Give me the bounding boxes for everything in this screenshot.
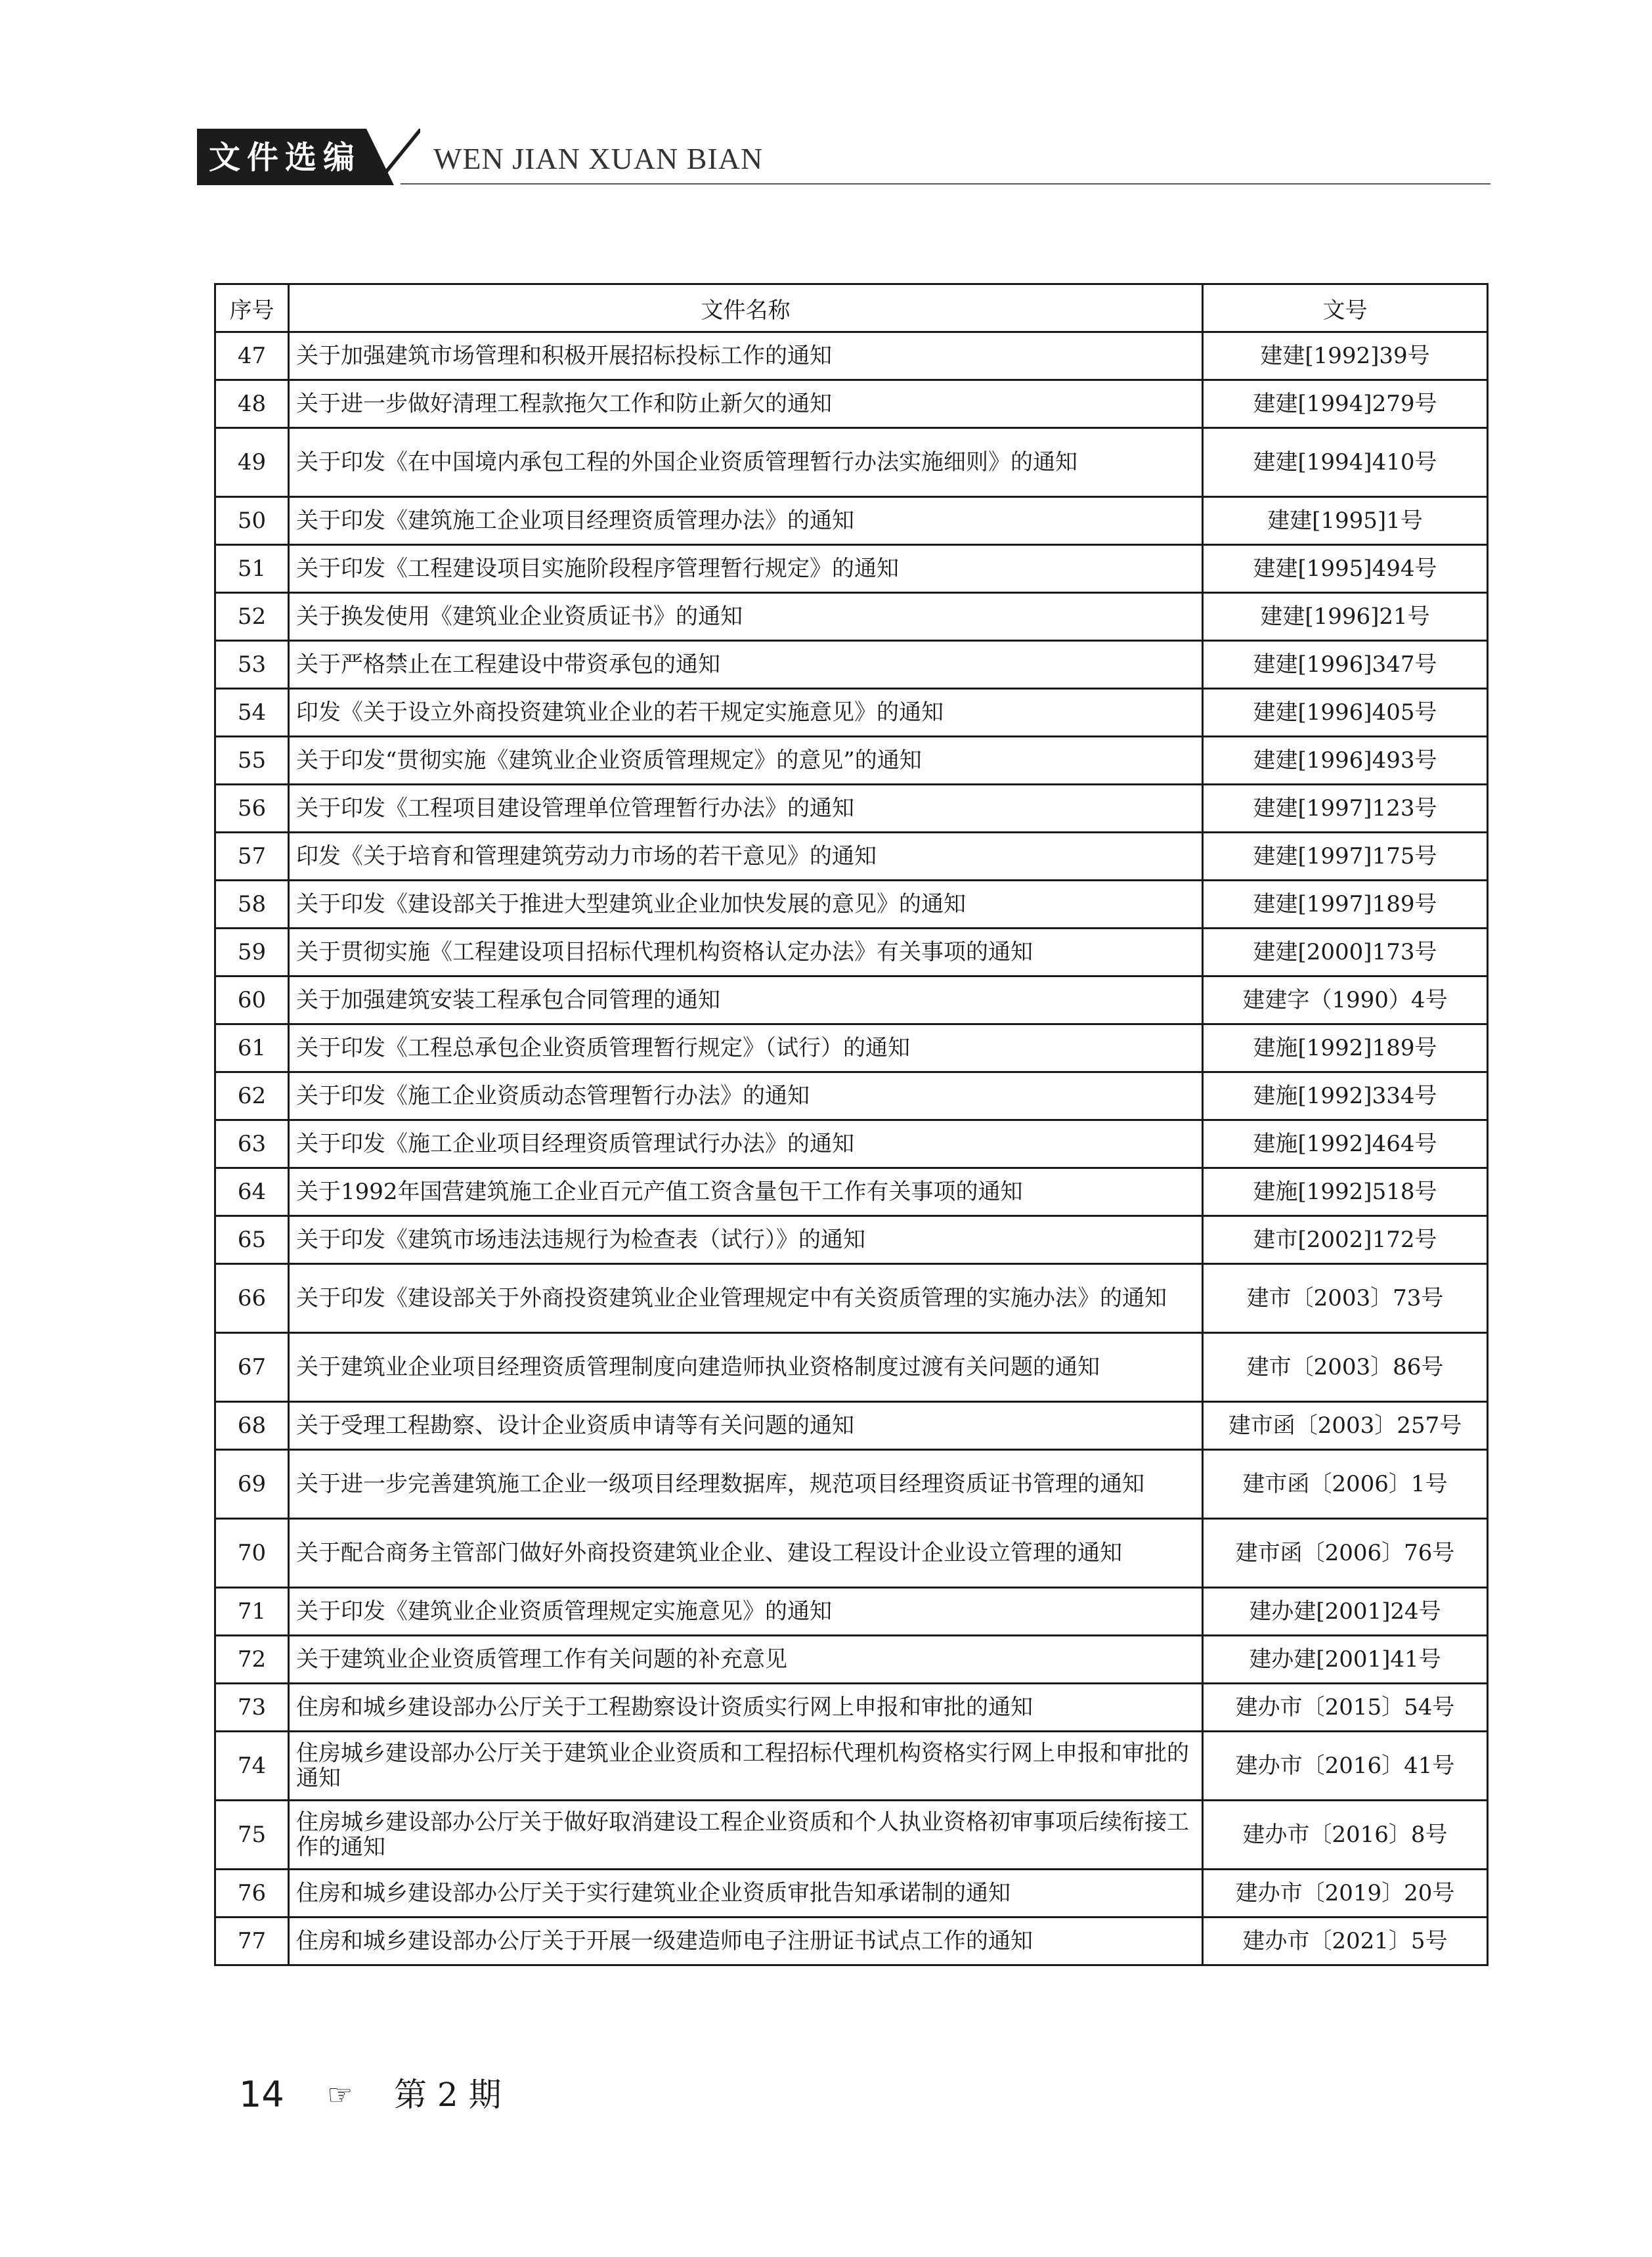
section-title: 文件选编 bbox=[209, 139, 362, 176]
row-number: 61 bbox=[215, 1024, 289, 1072]
row-title: 关于印发《建筑业企业资质管理规定实施意见》的通知 bbox=[289, 1588, 1203, 1636]
row-number: 63 bbox=[215, 1120, 289, 1168]
header-number: 序号 bbox=[215, 284, 289, 332]
row-title: 关于印发《在中国境内承包工程的外国企业资质管理暂行办法实施细则》的通知 bbox=[289, 428, 1203, 497]
row-title: 住房城乡建设部办公厅关于建筑业企业资质和工程招标代理机构资格实行网上申报和审批的通知 bbox=[289, 1732, 1203, 1801]
row-title: 关于贯彻实施《工程建设项目招标代理机构资格认定办法》有关事项的通知 bbox=[289, 929, 1203, 976]
row-title: 关于印发《建设部关于推进大型建筑业企业加快发展的意见》的通知 bbox=[289, 881, 1203, 929]
table-row bbox=[215, 976, 1488, 1024]
table-row bbox=[215, 881, 1488, 929]
row-title: 关于加强建筑市场管理和积极开展招标投标工作的通知 bbox=[289, 332, 1203, 380]
row-code: 建办市〔2015〕54号 bbox=[1203, 1684, 1488, 1732]
row-title: 关于印发“贯彻实施《建筑业企业资质管理规定》的意见”的通知 bbox=[289, 737, 1203, 785]
table-row bbox=[215, 1684, 1488, 1732]
table-row bbox=[215, 641, 1488, 689]
row-code: 建建[1992]39号 bbox=[1203, 332, 1488, 380]
row-number: 69 bbox=[215, 1450, 289, 1519]
table-row bbox=[215, 1870, 1488, 1917]
row-code: 建市〔2003〕86号 bbox=[1203, 1333, 1488, 1402]
row-number: 72 bbox=[215, 1636, 289, 1684]
row-number: 65 bbox=[215, 1216, 289, 1264]
row-number: 57 bbox=[215, 833, 289, 881]
row-number: 53 bbox=[215, 641, 289, 689]
row-title: 关于印发《工程项目建设管理单位管理暂行办法》的通知 bbox=[289, 785, 1203, 833]
table-row bbox=[215, 1519, 1488, 1588]
row-code: 建办市〔2016〕8号 bbox=[1203, 1801, 1488, 1870]
section-header-edge bbox=[374, 129, 420, 185]
row-code: 建建[1994]410号 bbox=[1203, 428, 1488, 497]
row-code: 建施[1992]464号 bbox=[1203, 1120, 1488, 1168]
row-title: 关于印发《建筑市场违法违规行为检查表（试行）》的通知 bbox=[289, 1216, 1203, 1264]
row-number: 47 bbox=[215, 332, 289, 380]
pointing-hand-icon: ☞ bbox=[327, 2078, 353, 2112]
row-code: 建办市〔2016〕41号 bbox=[1203, 1732, 1488, 1801]
row-code: 建施[1992]189号 bbox=[1203, 1024, 1488, 1072]
table-header-row bbox=[215, 284, 1488, 332]
row-number: 71 bbox=[215, 1588, 289, 1636]
row-title: 关于1992年国营建筑施工企业百元产值工资含量包干工作有关事项的通知 bbox=[289, 1168, 1203, 1216]
row-code: 建建[1996]405号 bbox=[1203, 689, 1488, 737]
row-code: 建建[1997]189号 bbox=[1203, 881, 1488, 929]
row-number: 77 bbox=[215, 1917, 289, 1965]
row-title: 关于建筑业企业项目经理资质管理制度向建造师执业资格制度过渡有关问题的通知 bbox=[289, 1333, 1203, 1402]
row-number: 54 bbox=[215, 689, 289, 737]
row-code: 建建[2000]173号 bbox=[1203, 929, 1488, 976]
table-row bbox=[215, 1024, 1488, 1072]
row-number: 68 bbox=[215, 1402, 289, 1450]
table-row bbox=[215, 380, 1488, 428]
row-code: 建市[2002]172号 bbox=[1203, 1216, 1488, 1264]
document-table bbox=[214, 283, 1489, 1966]
row-number: 60 bbox=[215, 976, 289, 1024]
row-title: 印发《关于培育和管理建筑劳动力市场的若干意见》的通知 bbox=[289, 833, 1203, 881]
table-row bbox=[215, 1264, 1488, 1333]
table-row bbox=[215, 1333, 1488, 1402]
header-rule bbox=[401, 183, 1490, 185]
row-code: 建建[1997]175号 bbox=[1203, 833, 1488, 881]
row-title: 关于进一步完善建筑施工企业一级项目经理数据库，规范项目经理资质证书管理的通知 bbox=[289, 1450, 1203, 1519]
row-number: 73 bbox=[215, 1684, 289, 1732]
table-row bbox=[215, 593, 1488, 641]
row-number: 62 bbox=[215, 1072, 289, 1120]
row-title: 关于印发《施工企业项目经理资质管理试行办法》的通知 bbox=[289, 1120, 1203, 1168]
table-row bbox=[215, 1072, 1488, 1120]
row-code: 建建[1996]347号 bbox=[1203, 641, 1488, 689]
table-row bbox=[215, 428, 1488, 497]
row-code: 建建[1996]21号 bbox=[1203, 593, 1488, 641]
row-code: 建办市〔2021〕5号 bbox=[1203, 1917, 1488, 1965]
row-title: 住房和城乡建设部办公厅关于实行建筑业企业资质审批告知承诺制的通知 bbox=[289, 1870, 1203, 1917]
row-code: 建施[1992]334号 bbox=[1203, 1072, 1488, 1120]
table-row bbox=[215, 1120, 1488, 1168]
row-number: 59 bbox=[215, 929, 289, 976]
row-number: 48 bbox=[215, 380, 289, 428]
row-number: 58 bbox=[215, 881, 289, 929]
issue-label: 第 2 期 bbox=[394, 2076, 502, 2114]
row-title: 关于受理工程勘察、设计企业资质申请等有关问题的通知 bbox=[289, 1402, 1203, 1450]
row-number: 67 bbox=[215, 1333, 289, 1402]
row-title: 关于印发《建设部关于外商投资建筑业企业管理规定中有关资质管理的实施办法》的通知 bbox=[289, 1264, 1203, 1333]
row-title: 关于配合商务主管部门做好外商投资建筑业企业、建设工程设计企业设立管理的通知 bbox=[289, 1519, 1203, 1588]
page-number: 14 bbox=[239, 2074, 284, 2115]
row-title: 住房和城乡建设部办公厅关于工程勘察设计资质实行网上申报和审批的通知 bbox=[289, 1684, 1203, 1732]
row-code: 建建字（1990）4号 bbox=[1203, 976, 1488, 1024]
table-row bbox=[215, 1450, 1488, 1519]
table-row bbox=[215, 689, 1488, 737]
table-row bbox=[215, 1216, 1488, 1264]
row-code: 建办建[2001]41号 bbox=[1203, 1636, 1488, 1684]
row-number: 52 bbox=[215, 593, 289, 641]
row-number: 76 bbox=[215, 1870, 289, 1917]
row-code: 建办建[2001]24号 bbox=[1203, 1588, 1488, 1636]
row-number: 75 bbox=[215, 1801, 289, 1870]
row-code: 建建[1995]1号 bbox=[1203, 497, 1488, 545]
row-number: 64 bbox=[215, 1168, 289, 1216]
row-number: 74 bbox=[215, 1732, 289, 1801]
table-row bbox=[215, 1402, 1488, 1450]
table-row bbox=[215, 1168, 1488, 1216]
row-title: 关于换发使用《建筑业企业资质证书》的通知 bbox=[289, 593, 1203, 641]
row-title: 关于进一步做好清理工程款拖欠工作和防止新欠的通知 bbox=[289, 380, 1203, 428]
table-row bbox=[215, 545, 1488, 593]
row-number: 50 bbox=[215, 497, 289, 545]
row-title: 关于印发《施工企业资质动态管理暂行办法》的通知 bbox=[289, 1072, 1203, 1120]
row-title: 关于建筑业企业资质管理工作有关问题的补充意见 bbox=[289, 1636, 1203, 1684]
row-title: 关于印发《建筑施工企业项目经理资质管理办法》的通知 bbox=[289, 497, 1203, 545]
row-number: 51 bbox=[215, 545, 289, 593]
table-row bbox=[215, 1732, 1488, 1801]
row-number: 66 bbox=[215, 1264, 289, 1333]
row-code: 建市〔2003〕73号 bbox=[1203, 1264, 1488, 1333]
row-number: 49 bbox=[215, 428, 289, 497]
table-row bbox=[215, 833, 1488, 881]
table-row bbox=[215, 1636, 1488, 1684]
row-code: 建市函〔2006〕1号 bbox=[1203, 1450, 1488, 1519]
row-code: 建市函〔2006〕76号 bbox=[1203, 1519, 1488, 1588]
table-row bbox=[215, 332, 1488, 380]
header-code: 文号 bbox=[1203, 284, 1488, 332]
row-title: 关于印发《工程建设项目实施阶段程序管理暂行规定》的通知 bbox=[289, 545, 1203, 593]
table-row bbox=[215, 1917, 1488, 1965]
row-number: 56 bbox=[215, 785, 289, 833]
table-row bbox=[215, 1588, 1488, 1636]
row-code: 建办市〔2019〕20号 bbox=[1203, 1870, 1488, 1917]
row-title: 住房和城乡建设部办公厅关于开展一级建造师电子注册证书试点工作的通知 bbox=[289, 1917, 1203, 1965]
row-number: 55 bbox=[215, 737, 289, 785]
table-row bbox=[215, 737, 1488, 785]
row-code: 建施[1992]518号 bbox=[1203, 1168, 1488, 1216]
table-row bbox=[215, 497, 1488, 545]
section-subtitle: WEN JIAN XUAN BIAN bbox=[433, 142, 764, 175]
row-title: 印发《关于设立外商投资建筑业企业的若干规定实施意见》的通知 bbox=[289, 689, 1203, 737]
row-code: 建建[1995]494号 bbox=[1203, 545, 1488, 593]
row-title: 关于印发《工程总承包企业资质管理暂行规定》（试行）的通知 bbox=[289, 1024, 1203, 1072]
table-row bbox=[215, 1801, 1488, 1870]
header-title: 文件名称 bbox=[289, 284, 1203, 332]
row-title: 住房城乡建设部办公厅关于做好取消建设工程企业资质和个人执业资格初审事项后续衔接工作的通知 bbox=[289, 1801, 1203, 1870]
row-title: 关于加强建筑安装工程承包合同管理的通知 bbox=[289, 976, 1203, 1024]
row-code: 建建[1997]123号 bbox=[1203, 785, 1488, 833]
row-title: 关于严格禁止在工程建设中带资承包的通知 bbox=[289, 641, 1203, 689]
table-row bbox=[215, 929, 1488, 976]
row-number: 70 bbox=[215, 1519, 289, 1588]
table-row bbox=[215, 785, 1488, 833]
row-code: 建建[1996]493号 bbox=[1203, 737, 1488, 785]
row-code: 建市函〔2003〕257号 bbox=[1203, 1402, 1488, 1450]
row-code: 建建[1994]279号 bbox=[1203, 380, 1488, 428]
